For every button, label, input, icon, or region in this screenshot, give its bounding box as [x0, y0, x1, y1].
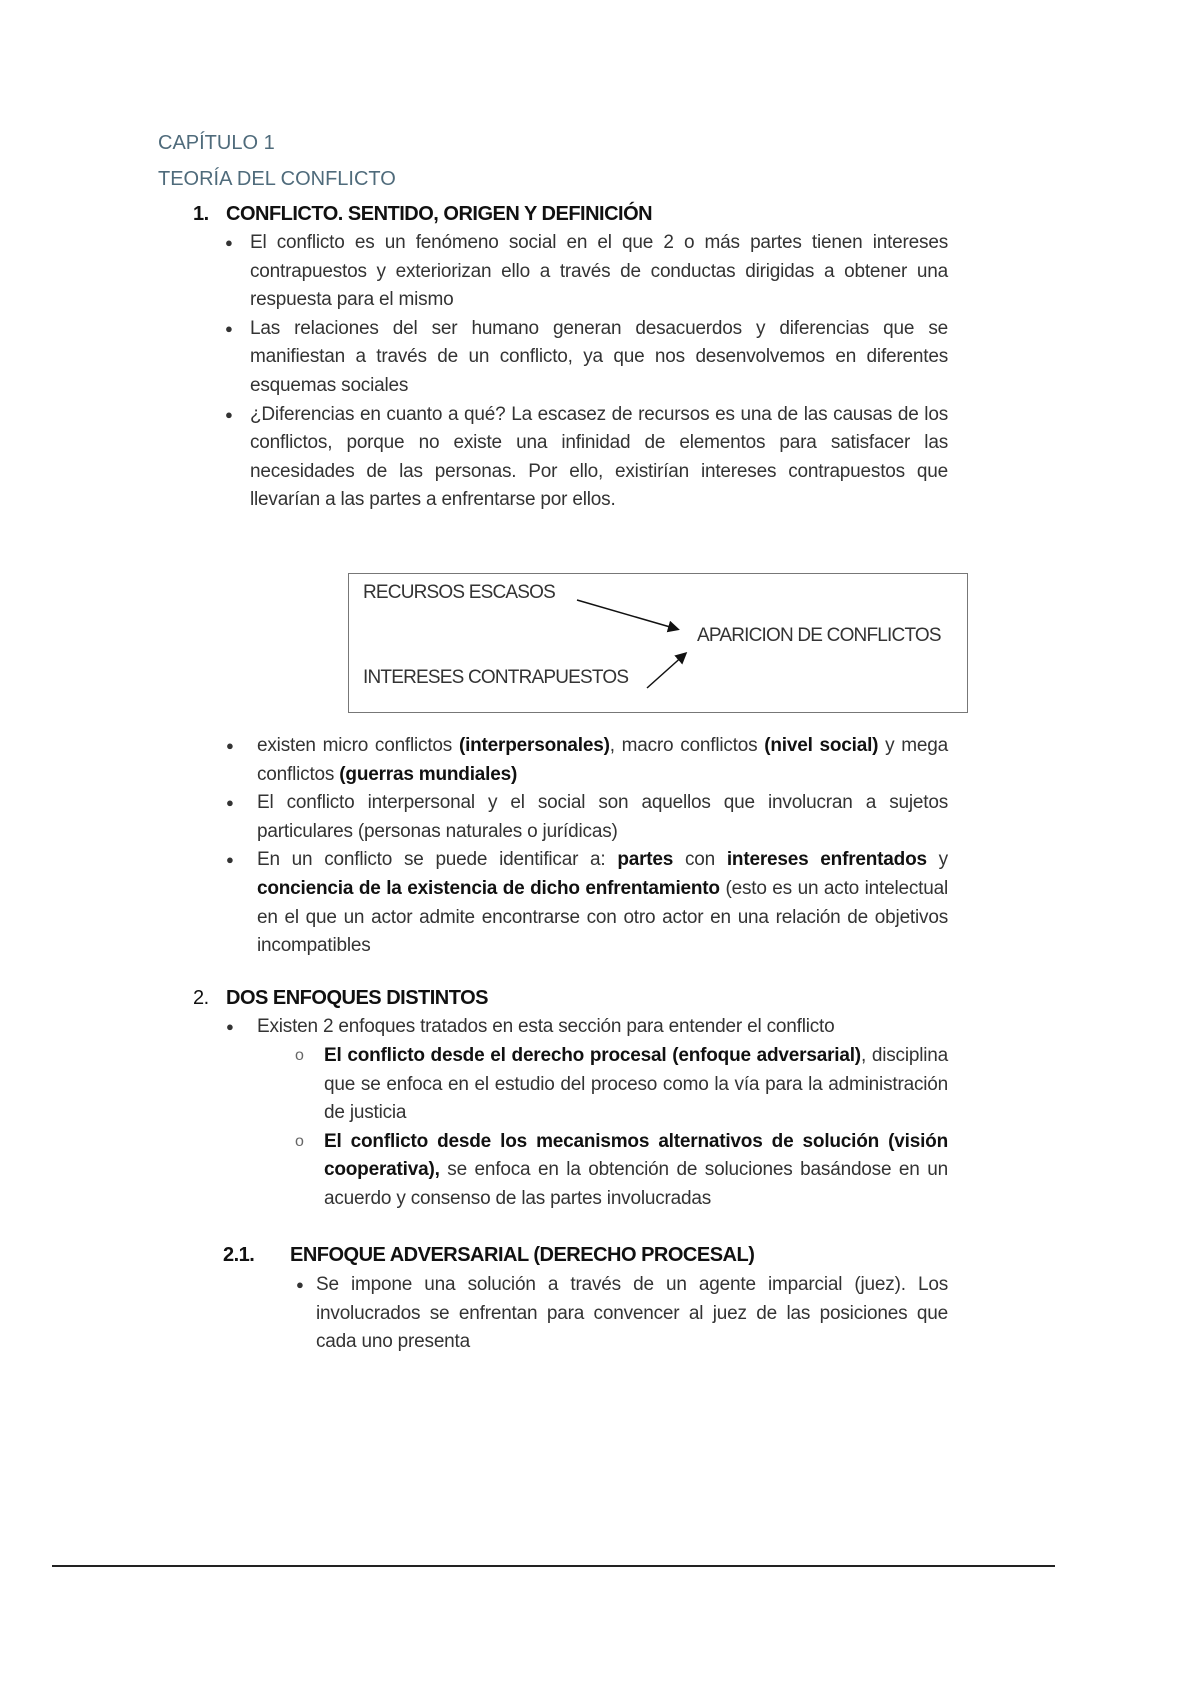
section-2-sub-bullets	[295, 1042, 948, 1214]
list-item	[226, 1013, 948, 1042]
chapter-label: CAPÍTULO 1	[158, 132, 275, 154]
section-2-heading	[193, 987, 488, 1010]
bold-text: intereses enfrentados	[726, 849, 927, 871]
diagram-label-intereses: INTERESES CONTRAPUESTOS	[363, 667, 629, 688]
diagram-label-aparicion: APARICION DE CONFLICTOS	[697, 625, 941, 646]
bullet-text: Existen 2 enfoques tratados en esta sección para entender el conflicto	[257, 1016, 835, 1037]
section-title: ENFOQUE ADVERSARIAL (DERECHO PROCESAL)	[290, 1244, 755, 1266]
bullet-icon: ●	[226, 738, 234, 753]
text-segment: En un conflicto se puede identificar a:	[257, 849, 618, 871]
list-item	[226, 846, 948, 960]
list-item	[225, 401, 948, 515]
bullet-text: El conflicto es un fenómeno social en el que 2 o más partes tienen intereses contrapuestos y exteriorizan ello a través de conductas dirigidas a obtener una respuesta para el mismo	[250, 232, 948, 311]
text-segment: El conflicto interpersonal y el social son aquellos que involucran a sujetos particulares (personas naturales o jurídicas)	[257, 792, 948, 842]
bullet-text: Se impone una solución a través de un agente imparcial (juez). Los involucrados se enfrentan para convencer al juez de las posiciones que cada uno presenta	[316, 1274, 948, 1353]
bullet-icon: ●	[226, 852, 234, 868]
section-1-bullets-2	[226, 732, 948, 961]
list-item	[226, 789, 948, 846]
diagram-arrows	[349, 574, 967, 712]
bullet-text: ¿Diferencias en cuanto a qué? La escasez de recursos es una de las causas de los conflictos, porque no existe una infinidad de elementos para satisfacer las necesidades de las personas. Por ello, existirían intereses contrapuestos que llevarían a las partes a enfrentarse por ellos.	[250, 403, 948, 511]
text-segment: con	[673, 849, 727, 871]
bullet-icon: ●	[225, 406, 233, 422]
bullet-icon: ●	[296, 1277, 304, 1292]
text-segment: y mega conflictos	[257, 735, 948, 785]
section-1-bullets	[225, 229, 948, 515]
text-segment: , disciplina que se enfoca en el estudio del proceso como la vía para la administración de justicia	[324, 1045, 948, 1124]
bold-text: El conflicto desde los mecanismos alternativos de solución (visión cooperativa),	[324, 1130, 948, 1181]
diagram-box	[348, 573, 968, 713]
section-number: 2.	[193, 987, 209, 1009]
bold-text: partes	[617, 849, 674, 871]
bold-text: (nivel social)	[764, 735, 879, 756]
list-item	[225, 229, 948, 315]
section-2-bullets	[226, 1013, 948, 1042]
section-number: 2.1.	[223, 1244, 255, 1266]
text-segment: (esto es un acto intelectual en el que un actor admite encontrarse con otro actor en una relación de objetivos incompatibles	[257, 877, 948, 957]
section-number: 1.	[193, 203, 209, 225]
arrow-icon	[647, 654, 685, 688]
footer-divider	[52, 1565, 1055, 1567]
arrow-icon	[577, 600, 677, 629]
section-1-heading	[193, 203, 652, 226]
text-segment: y	[926, 849, 948, 871]
list-item	[225, 315, 948, 401]
bullet-icon: o	[295, 1132, 304, 1150]
text-segment: existen micro conflictos	[257, 735, 459, 756]
section-title: DOS ENFOQUES DISTINTOS	[226, 987, 488, 1009]
chapter-title: TEORÍA DEL CONFLICTO	[158, 168, 396, 190]
list-item	[226, 732, 948, 789]
bold-text: conciencia de la existencia de dicho enfrentamiento	[257, 877, 720, 899]
section-2-1-heading	[223, 1244, 754, 1267]
bullet-icon: ●	[226, 1019, 234, 1034]
text-segment: se enfoca en la obtención de soluciones basándose en un acuerdo y consenso de las partes involucradas	[324, 1159, 948, 1209]
diagram-label-recursos: RECURSOS ESCASOS	[363, 582, 556, 603]
list-item	[295, 1042, 948, 1128]
section-2-1-bullets	[296, 1271, 948, 1357]
text-segment: , macro conflictos	[609, 735, 765, 756]
bold-text: (guerras mundiales)	[339, 763, 518, 785]
bullet-icon: o	[295, 1047, 304, 1064]
bullet-text: Las relaciones del ser humano generan desacuerdos y diferencias que se manifiestan a través de un conflicto, ya que nos desenvolvemos en diferentes esquemas sociales	[250, 317, 948, 396]
list-item	[296, 1271, 948, 1357]
bold-text: (interpersonales)	[458, 735, 610, 756]
bullet-icon: ●	[225, 320, 233, 336]
bold-text: El conflicto desde el derecho procesal (enfoque adversarial)	[324, 1045, 861, 1066]
bullet-icon: ●	[226, 795, 234, 811]
bullet-icon: ●	[225, 235, 233, 250]
list-item	[295, 1128, 948, 1214]
section-title: CONFLICTO. SENTIDO, ORIGEN Y DEFINICIÓN	[226, 203, 653, 225]
